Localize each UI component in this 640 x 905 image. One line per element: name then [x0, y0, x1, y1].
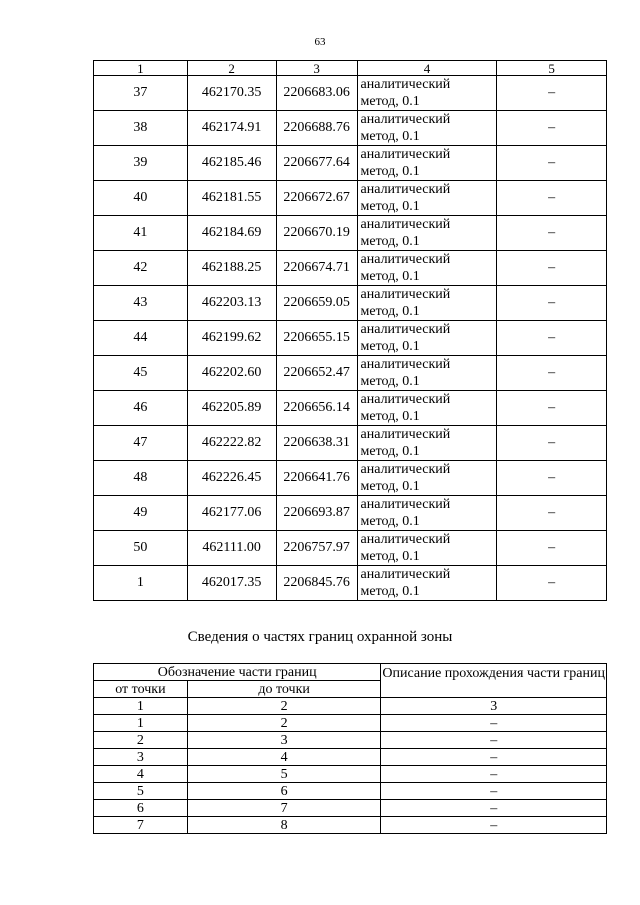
y-coordinate-cell: 2206652.47: [276, 356, 357, 391]
method-line: аналитический: [360, 147, 451, 162]
x-coordinate-cell: 462017.35: [187, 566, 276, 601]
point-number-cell: 43: [94, 286, 188, 321]
table-row: [94, 426, 607, 461]
to-point-cell: 4: [187, 749, 381, 766]
x-coordinate-cell: 462185.46: [187, 146, 276, 181]
point-number-cell: 45: [94, 356, 188, 391]
method-line: метод, 0.1: [360, 514, 420, 529]
description-cell: –: [381, 800, 607, 817]
method-line: метод, 0.1: [360, 584, 420, 599]
table-row: [94, 749, 607, 766]
to-point-cell: 3: [187, 732, 381, 749]
y-coordinate-cell: 2206638.31: [276, 426, 357, 461]
note-cell: –: [497, 531, 607, 566]
table-row: [94, 251, 607, 286]
x-coordinate-cell: 462202.60: [187, 356, 276, 391]
table-row: [94, 76, 607, 111]
method-line: метод, 0.1: [360, 374, 420, 389]
from-point-cell: 4: [94, 766, 188, 783]
column-header: 4: [357, 61, 497, 76]
method-line: метод, 0.1: [360, 549, 420, 564]
method-cell: [357, 531, 497, 566]
table-row: [94, 800, 607, 817]
note-cell: –: [497, 391, 607, 426]
note-cell: –: [497, 426, 607, 461]
y-coordinate-cell: 2206688.76: [276, 111, 357, 146]
method-cell: [357, 426, 497, 461]
table-row: [94, 286, 607, 321]
method-cell: [357, 286, 497, 321]
note-cell: –: [497, 496, 607, 531]
point-number-cell: 47: [94, 426, 188, 461]
x-coordinate-cell: 462203.13: [187, 286, 276, 321]
x-coordinate-cell: 462174.91: [187, 111, 276, 146]
note-cell: –: [497, 216, 607, 251]
table-row: [94, 783, 607, 800]
from-point-cell: 5: [94, 783, 188, 800]
x-coordinate-cell: 462181.55: [187, 181, 276, 216]
note-cell: –: [497, 76, 607, 111]
table-row: [94, 817, 607, 834]
description-cell: –: [381, 749, 607, 766]
y-coordinate-cell: 2206683.06: [276, 76, 357, 111]
table-row: [94, 146, 607, 181]
point-number-cell: 40: [94, 181, 188, 216]
method-line: аналитический: [360, 462, 451, 477]
from-point-cell: 3: [94, 749, 188, 766]
method-cell: [357, 181, 497, 216]
page-number: 63: [314, 36, 326, 48]
point-number-cell: 49: [94, 496, 188, 531]
y-coordinate-cell: 2206672.67: [276, 181, 357, 216]
method-cell: [357, 146, 497, 181]
point-number-cell: 44: [94, 321, 188, 356]
coordinates-table: [93, 60, 607, 601]
note-cell: –: [497, 286, 607, 321]
table-row: [94, 566, 607, 601]
point-number-cell: 1: [94, 566, 188, 601]
method-line: аналитический: [360, 427, 451, 442]
description-cell: –: [381, 715, 607, 732]
point-number-cell: 39: [94, 146, 188, 181]
description-cell: –: [381, 732, 607, 749]
y-coordinate-cell: 2206693.87: [276, 496, 357, 531]
table-header-row: [94, 61, 607, 76]
from-point-header: от точки: [94, 681, 188, 698]
to-point-cell: 5: [187, 766, 381, 783]
from-point-cell: 1: [94, 715, 188, 732]
method-line: метод, 0.1: [360, 409, 420, 424]
to-point-cell: 6: [187, 783, 381, 800]
note-cell: –: [497, 181, 607, 216]
point-number-cell: 37: [94, 76, 188, 111]
table-header-row: [94, 664, 607, 681]
boundary-parts-table: [93, 663, 607, 834]
to-point-header: до точки: [187, 681, 381, 698]
y-coordinate-cell: 2206845.76: [276, 566, 357, 601]
method-cell: [357, 566, 497, 601]
method-line: аналитический: [360, 77, 451, 92]
method-cell: [357, 461, 497, 496]
method-cell: [357, 356, 497, 391]
y-coordinate-cell: 2206655.15: [276, 321, 357, 356]
column-number: 1: [94, 698, 188, 715]
method-line: метод, 0.1: [360, 164, 420, 179]
description-cell: –: [381, 766, 607, 783]
table-row: [94, 766, 607, 783]
x-coordinate-cell: 462111.00: [187, 531, 276, 566]
point-number-cell: 42: [94, 251, 188, 286]
method-cell: [357, 76, 497, 111]
from-point-cell: 2: [94, 732, 188, 749]
table-row: [94, 321, 607, 356]
point-number-cell: 50: [94, 531, 188, 566]
method-line: метод, 0.1: [360, 199, 420, 214]
to-point-cell: 7: [187, 800, 381, 817]
method-line: аналитический: [360, 357, 451, 372]
point-number-cell: 38: [94, 111, 188, 146]
y-coordinate-cell: 2206659.05: [276, 286, 357, 321]
x-coordinate-cell: 462199.62: [187, 321, 276, 356]
method-cell: [357, 496, 497, 531]
method-line: аналитический: [360, 112, 451, 127]
note-cell: –: [497, 461, 607, 496]
column-number: 2: [187, 698, 381, 715]
column-header: 1: [94, 61, 188, 76]
description-cell: –: [381, 783, 607, 800]
method-line: аналитический: [360, 217, 451, 232]
method-cell: [357, 251, 497, 286]
y-coordinate-cell: 2206656.14: [276, 391, 357, 426]
x-coordinate-cell: 462170.35: [187, 76, 276, 111]
method-line: метод, 0.1: [360, 339, 420, 354]
method-line: аналитический: [360, 322, 451, 337]
table-row: [94, 216, 607, 251]
point-number-cell: 46: [94, 391, 188, 426]
from-point-cell: 7: [94, 817, 188, 834]
method-line: аналитический: [360, 287, 451, 302]
method-line: аналитический: [360, 497, 451, 512]
method-line: аналитический: [360, 567, 451, 582]
point-number-cell: 41: [94, 216, 188, 251]
note-cell: –: [497, 251, 607, 286]
table-row: [94, 111, 607, 146]
method-cell: [357, 321, 497, 356]
method-cell: [357, 111, 497, 146]
method-line: метод, 0.1: [360, 304, 420, 319]
y-coordinate-cell: 2206757.97: [276, 531, 357, 566]
method-cell: [357, 216, 497, 251]
description-cell: –: [381, 817, 607, 834]
description-header: Описание прохождения части границ: [381, 664, 607, 698]
column-header: 3: [276, 61, 357, 76]
point-number-cell: 48: [94, 461, 188, 496]
note-cell: –: [497, 111, 607, 146]
method-line: метод, 0.1: [360, 94, 420, 109]
x-coordinate-cell: 462205.89: [187, 391, 276, 426]
method-line: аналитический: [360, 532, 451, 547]
y-coordinate-cell: 2206674.71: [276, 251, 357, 286]
x-coordinate-cell: 462188.25: [187, 251, 276, 286]
y-coordinate-cell: 2206641.76: [276, 461, 357, 496]
group-header: Обозначение части границ: [94, 664, 381, 681]
table-row: [94, 531, 607, 566]
column-header: 2: [187, 61, 276, 76]
table-row: [94, 391, 607, 426]
x-coordinate-cell: 462177.06: [187, 496, 276, 531]
method-line: аналитический: [360, 182, 451, 197]
table-row: [94, 461, 607, 496]
method-line: аналитический: [360, 392, 451, 407]
column-header: 5: [497, 61, 607, 76]
note-cell: –: [497, 321, 607, 356]
method-line: аналитический: [360, 252, 451, 267]
method-line: метод, 0.1: [360, 234, 420, 249]
table-row: [94, 496, 607, 531]
column-numbering-row: [94, 698, 607, 715]
column-number: 3: [381, 698, 607, 715]
y-coordinate-cell: 2206677.64: [276, 146, 357, 181]
method-line: метод, 0.1: [360, 444, 420, 459]
y-coordinate-cell: 2206670.19: [276, 216, 357, 251]
x-coordinate-cell: 462222.82: [187, 426, 276, 461]
table-row: [94, 715, 607, 732]
to-point-cell: 8: [187, 817, 381, 834]
method-line: метод, 0.1: [360, 479, 420, 494]
method-line: метод, 0.1: [360, 129, 420, 144]
from-point-cell: 6: [94, 800, 188, 817]
note-cell: –: [497, 356, 607, 391]
method-line: метод, 0.1: [360, 269, 420, 284]
to-point-cell: 2: [187, 715, 381, 732]
method-cell: [357, 391, 497, 426]
table-row: [94, 181, 607, 216]
section-title: Сведения о частях границ охранной зоны: [187, 629, 453, 645]
note-cell: –: [497, 566, 607, 601]
x-coordinate-cell: 462184.69: [187, 216, 276, 251]
table-row: [94, 732, 607, 749]
note-cell: –: [497, 146, 607, 181]
x-coordinate-cell: 462226.45: [187, 461, 276, 496]
table-row: [94, 356, 607, 391]
